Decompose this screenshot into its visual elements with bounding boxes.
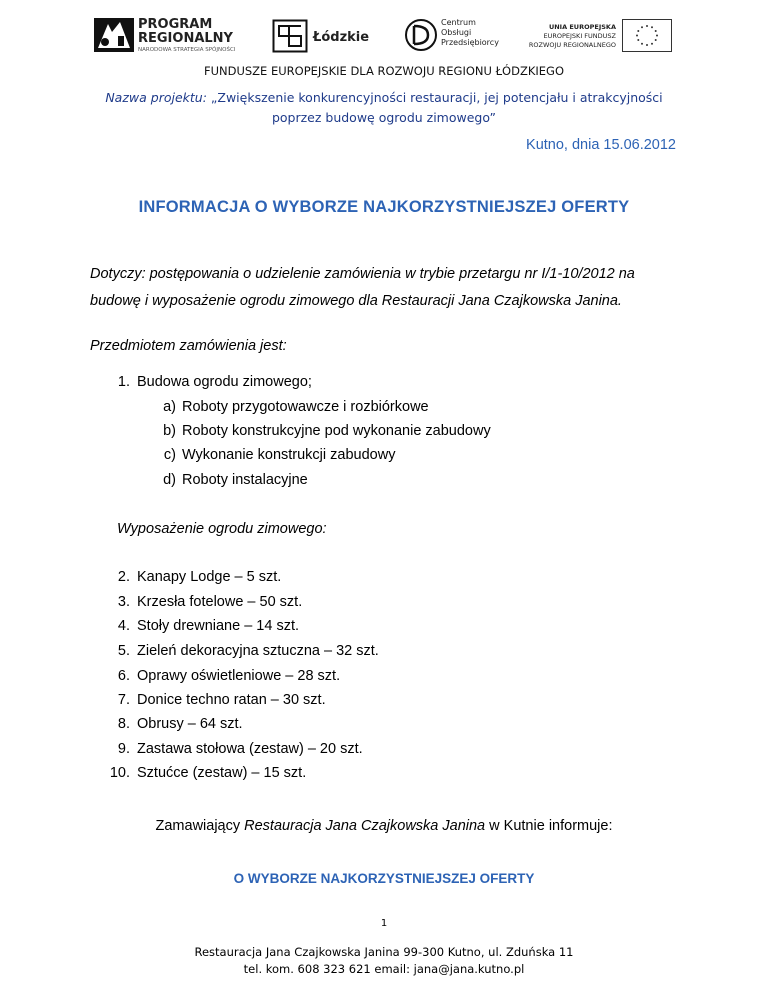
project-name-line1: „Zwiększenie konkurencyjności restauracji, jej potencjału i atrakcyjności <box>210 90 663 105</box>
footer <box>0 944 768 978</box>
document-date: Kutno, dnia 15.06.2012 <box>526 137 676 153</box>
dotyczy-paragraph: Dotyczy: postępowania o udzielenie zamówienia w trybie przetargu nr I/1-10/2012 na budowę i wyposażenie ogrodu zimowego dla Restauracji Jana Czajkowska Janina. <box>90 266 635 309</box>
logo-bar <box>0 0 768 60</box>
company-name: Restauracja Jana Czajkowska Janina <box>244 818 486 834</box>
project-label: Nazwa projektu: <box>105 90 207 105</box>
eu-flag-icon <box>622 19 672 52</box>
footer-address: Restauracja Jana Czajkowska Janina 99-300 Kutno, ul. Zduńska 11 <box>194 945 574 959</box>
section-subtitle: O WYBORZE NAJKORZYSTNIEJSZEJ OFERTY <box>233 871 535 886</box>
lodzkie-text: Łódzkie <box>313 30 370 45</box>
page-number: 1 <box>380 918 388 929</box>
funds-line: FUNDUSZE EUROPEJSKIE DLA ROZWOJU REGIONU ŁÓDZKIEGO <box>203 64 565 78</box>
list-item-number: 1. <box>117 374 130 390</box>
eu-text: UNIA EUROPEJSKA EUROPEJSKI FUNDUSZ ROZWOJU REGIONALNEGO <box>528 23 616 49</box>
program-regionalny-text: PROGRAM REGIONALNY <box>138 17 233 46</box>
project-name <box>80 88 688 128</box>
equipment-heading: Wyposażenie ogrodu zimowego: <box>117 521 327 537</box>
lodzkie-logo-icon <box>272 19 308 53</box>
announcement: Zamawiający Restauracja Jana Czajkowska Janina w Kutnie informuje: <box>155 818 613 834</box>
document-title: INFORMACJA O WYBORZE NAJKORZYSTNIEJSZEJ OFERTY <box>138 198 630 216</box>
list-item-label: Budowa ogrodu zimowego; <box>137 374 312 390</box>
subject-heading: Przedmiotem zamówienia jest: <box>90 338 287 354</box>
cop-text: Centrum Obsługi Przedsiębiorcy <box>441 18 499 47</box>
footer-contact: tel. kom. 608 323 621 email: jana@jana.kutno.pl <box>243 962 525 976</box>
cop-logo-icon <box>404 18 438 52</box>
program-regionalny-logo-icon <box>94 18 134 52</box>
project-name-line2: poprzez budowę ogrodu zimowego” <box>271 110 497 125</box>
program-tagline: NARODOWA STRATEGIA SPÓJNOŚCI <box>138 47 236 53</box>
